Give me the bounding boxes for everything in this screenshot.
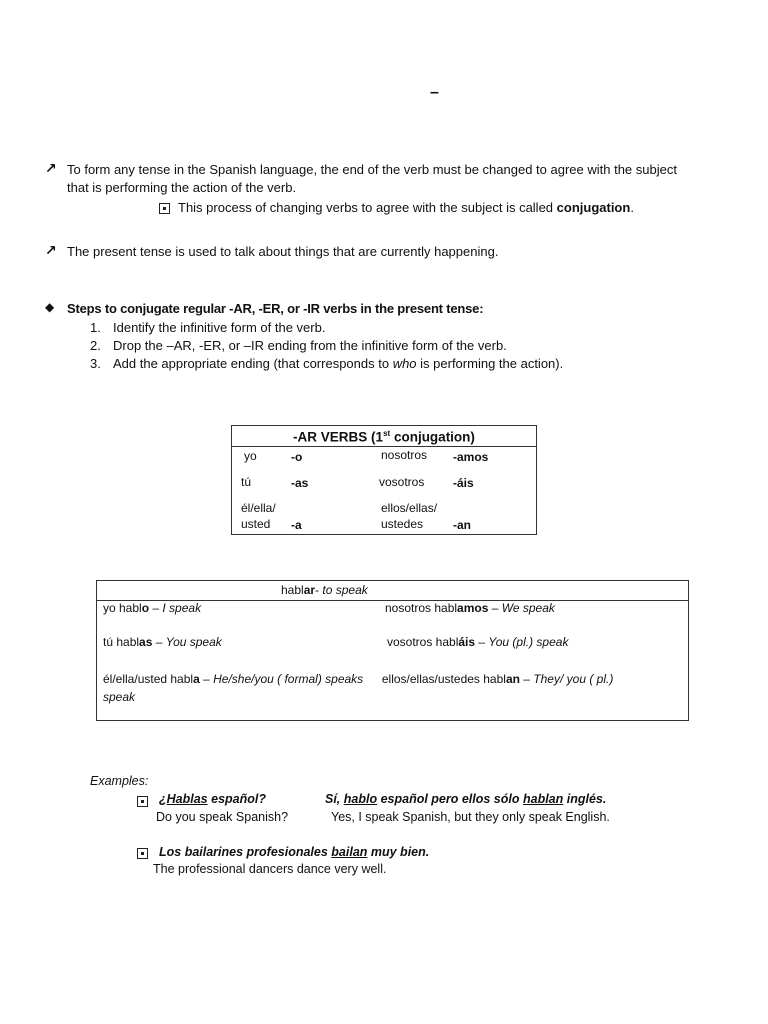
ending-cell: -a	[291, 517, 302, 532]
step-number: 3.	[90, 356, 101, 371]
conj-translation: You (pl.) speak	[488, 635, 569, 649]
steps-heading: Steps to conjugate regular -AR, -ER, or -IR verbs in the present tense:	[67, 301, 484, 316]
table-row	[232, 473, 537, 499]
step-text: Add the appropriate ending (that corresponds to	[113, 356, 393, 371]
conj-stem: vosotros habl	[387, 635, 459, 649]
intro-bullet-1	[67, 161, 677, 197]
ar-verbs-table	[231, 425, 537, 535]
list-item	[90, 319, 563, 337]
conj-ending: amos	[457, 601, 489, 615]
conj-yo	[103, 601, 201, 615]
intro-bullet-2: The present tense is used to talk about things that are currently happening.	[67, 244, 499, 259]
pronoun-cell: él/ella/	[241, 500, 276, 515]
conj-ending: an	[505, 672, 520, 686]
example-1-answer	[325, 792, 606, 806]
example-1-answer-en: Yes, I speak Spanish, but they only speak English.	[331, 810, 610, 824]
conj-stem: él/ella/usted habl	[103, 672, 194, 686]
ex-text: español?	[207, 792, 266, 806]
checkbox-bullet-icon	[137, 845, 156, 860]
dash: –	[199, 672, 214, 686]
table-row	[232, 447, 537, 473]
ending-cell: -an	[453, 517, 471, 532]
ex-verb: bailan	[331, 845, 368, 859]
conj-el-ellos-row	[103, 670, 683, 706]
page-title: –	[430, 84, 439, 101]
dash: –	[149, 601, 163, 615]
conj-ending: a	[193, 672, 200, 686]
conj-stem: tú habl	[103, 635, 140, 649]
arrow-bullet-icon: ↗	[45, 160, 57, 176]
table-row	[232, 499, 537, 535]
ar-title-text: -AR VERBS (1	[293, 429, 384, 445]
dash: –	[488, 601, 502, 615]
conj-translation: They/ you ( pl.)	[533, 672, 614, 686]
conj-stem: nosotros habl	[385, 601, 458, 615]
ex-text: Los bailarines profesionales	[159, 845, 332, 859]
hablar-stem: habl	[281, 583, 304, 597]
ending-cell: -o	[291, 450, 303, 464]
hablar-conjugation-box	[96, 580, 689, 721]
conj-ending: as	[139, 635, 153, 649]
conjugation-term: conjugation	[556, 200, 631, 215]
ar-title-text: conjugation)	[390, 429, 475, 445]
dash: –	[475, 635, 489, 649]
conj-nosotros	[385, 601, 555, 615]
ending-cell: -áis	[453, 475, 474, 490]
checkbox-bullet-icon	[159, 203, 170, 214]
pronoun-cell: tú	[241, 474, 252, 489]
example-2-spanish	[159, 845, 429, 859]
example-1-question	[159, 792, 266, 806]
conj-translation: You speak	[165, 635, 222, 649]
steps-list	[90, 319, 563, 373]
conj-stem: yo habl	[103, 601, 142, 615]
list-item	[90, 337, 563, 355]
conjugation-note-text: This process of changing verbs to agree with the subject is called	[178, 200, 557, 215]
pronoun-cell: yo	[244, 449, 257, 463]
dash: -	[315, 583, 323, 597]
conj-el	[103, 672, 363, 686]
conj-vosotros	[387, 635, 568, 649]
intro-bullet-1-line1: To form any tense in the Spanish language, the end of the verb must be changed to agree with the subject	[67, 162, 677, 177]
ar-table-title	[232, 426, 537, 447]
pronoun-cell: vosotros	[379, 474, 425, 489]
ex-text: muy bien.	[367, 845, 430, 859]
ending-cell: -amos	[453, 450, 489, 464]
step-text: Identify the infinitive form of the verb.	[113, 320, 326, 335]
step-number: 1.	[90, 320, 101, 335]
conj-ending: o	[141, 601, 150, 615]
pronoun-cell: nosotros	[381, 448, 428, 462]
ex-text: inglés.	[563, 792, 607, 806]
example-1-question-en: Do you speak Spanish?	[156, 810, 289, 824]
pronoun-cell: ellos/ellas/	[381, 500, 438, 515]
period: .	[630, 200, 634, 215]
step-number: 2.	[90, 338, 101, 353]
ex-verb: hablo	[343, 792, 378, 806]
conj-translation: He/she/you ( formal) speaks	[213, 672, 364, 686]
example-2-english: The professional dancers dance very well.	[153, 862, 387, 876]
checkbox-bullet-icon	[137, 793, 156, 808]
hablar-header	[97, 581, 688, 601]
conj-translation-wrap: speak	[103, 690, 136, 704]
ex-text: español pero ellos sólo	[377, 792, 523, 806]
ex-verb: Hablas	[166, 792, 208, 806]
step-emphasis: who	[392, 356, 417, 371]
ex-verb: hablan	[522, 792, 564, 806]
conj-translation: I speak	[162, 601, 202, 615]
ar-title-sup: st	[383, 428, 391, 438]
hablar-ending: ar	[303, 583, 316, 597]
conj-ellos	[382, 672, 613, 686]
ex-text: ¿	[159, 792, 167, 806]
arrow-bullet-icon: ↗	[45, 242, 57, 258]
pronoun-cell: usted	[241, 516, 271, 531]
conj-ending: áis	[458, 635, 476, 649]
dash: –	[519, 672, 534, 686]
dash: –	[152, 635, 166, 649]
conj-stem: ellos/ellas/ustedes habl	[381, 672, 506, 686]
examples-label: Examples:	[90, 774, 149, 788]
conjugation-note	[159, 199, 634, 217]
list-item	[90, 355, 563, 373]
conj-tu	[103, 635, 222, 649]
pronoun-cell: ustedes	[381, 516, 424, 531]
ending-cell: -as	[291, 475, 309, 490]
conj-translation: We speak	[501, 601, 555, 615]
hablar-translation: to speak	[322, 583, 368, 597]
intro-bullet-1-line2: that is performing the action of the verb.	[67, 180, 297, 195]
step-text: is performing the action).	[416, 356, 564, 371]
ex-text: Sí,	[325, 792, 344, 806]
diamond-bullet-icon: ◆	[45, 300, 55, 314]
step-text: Drop the –AR, -ER, or –IR ending from the infinitive form of the verb.	[113, 338, 507, 353]
